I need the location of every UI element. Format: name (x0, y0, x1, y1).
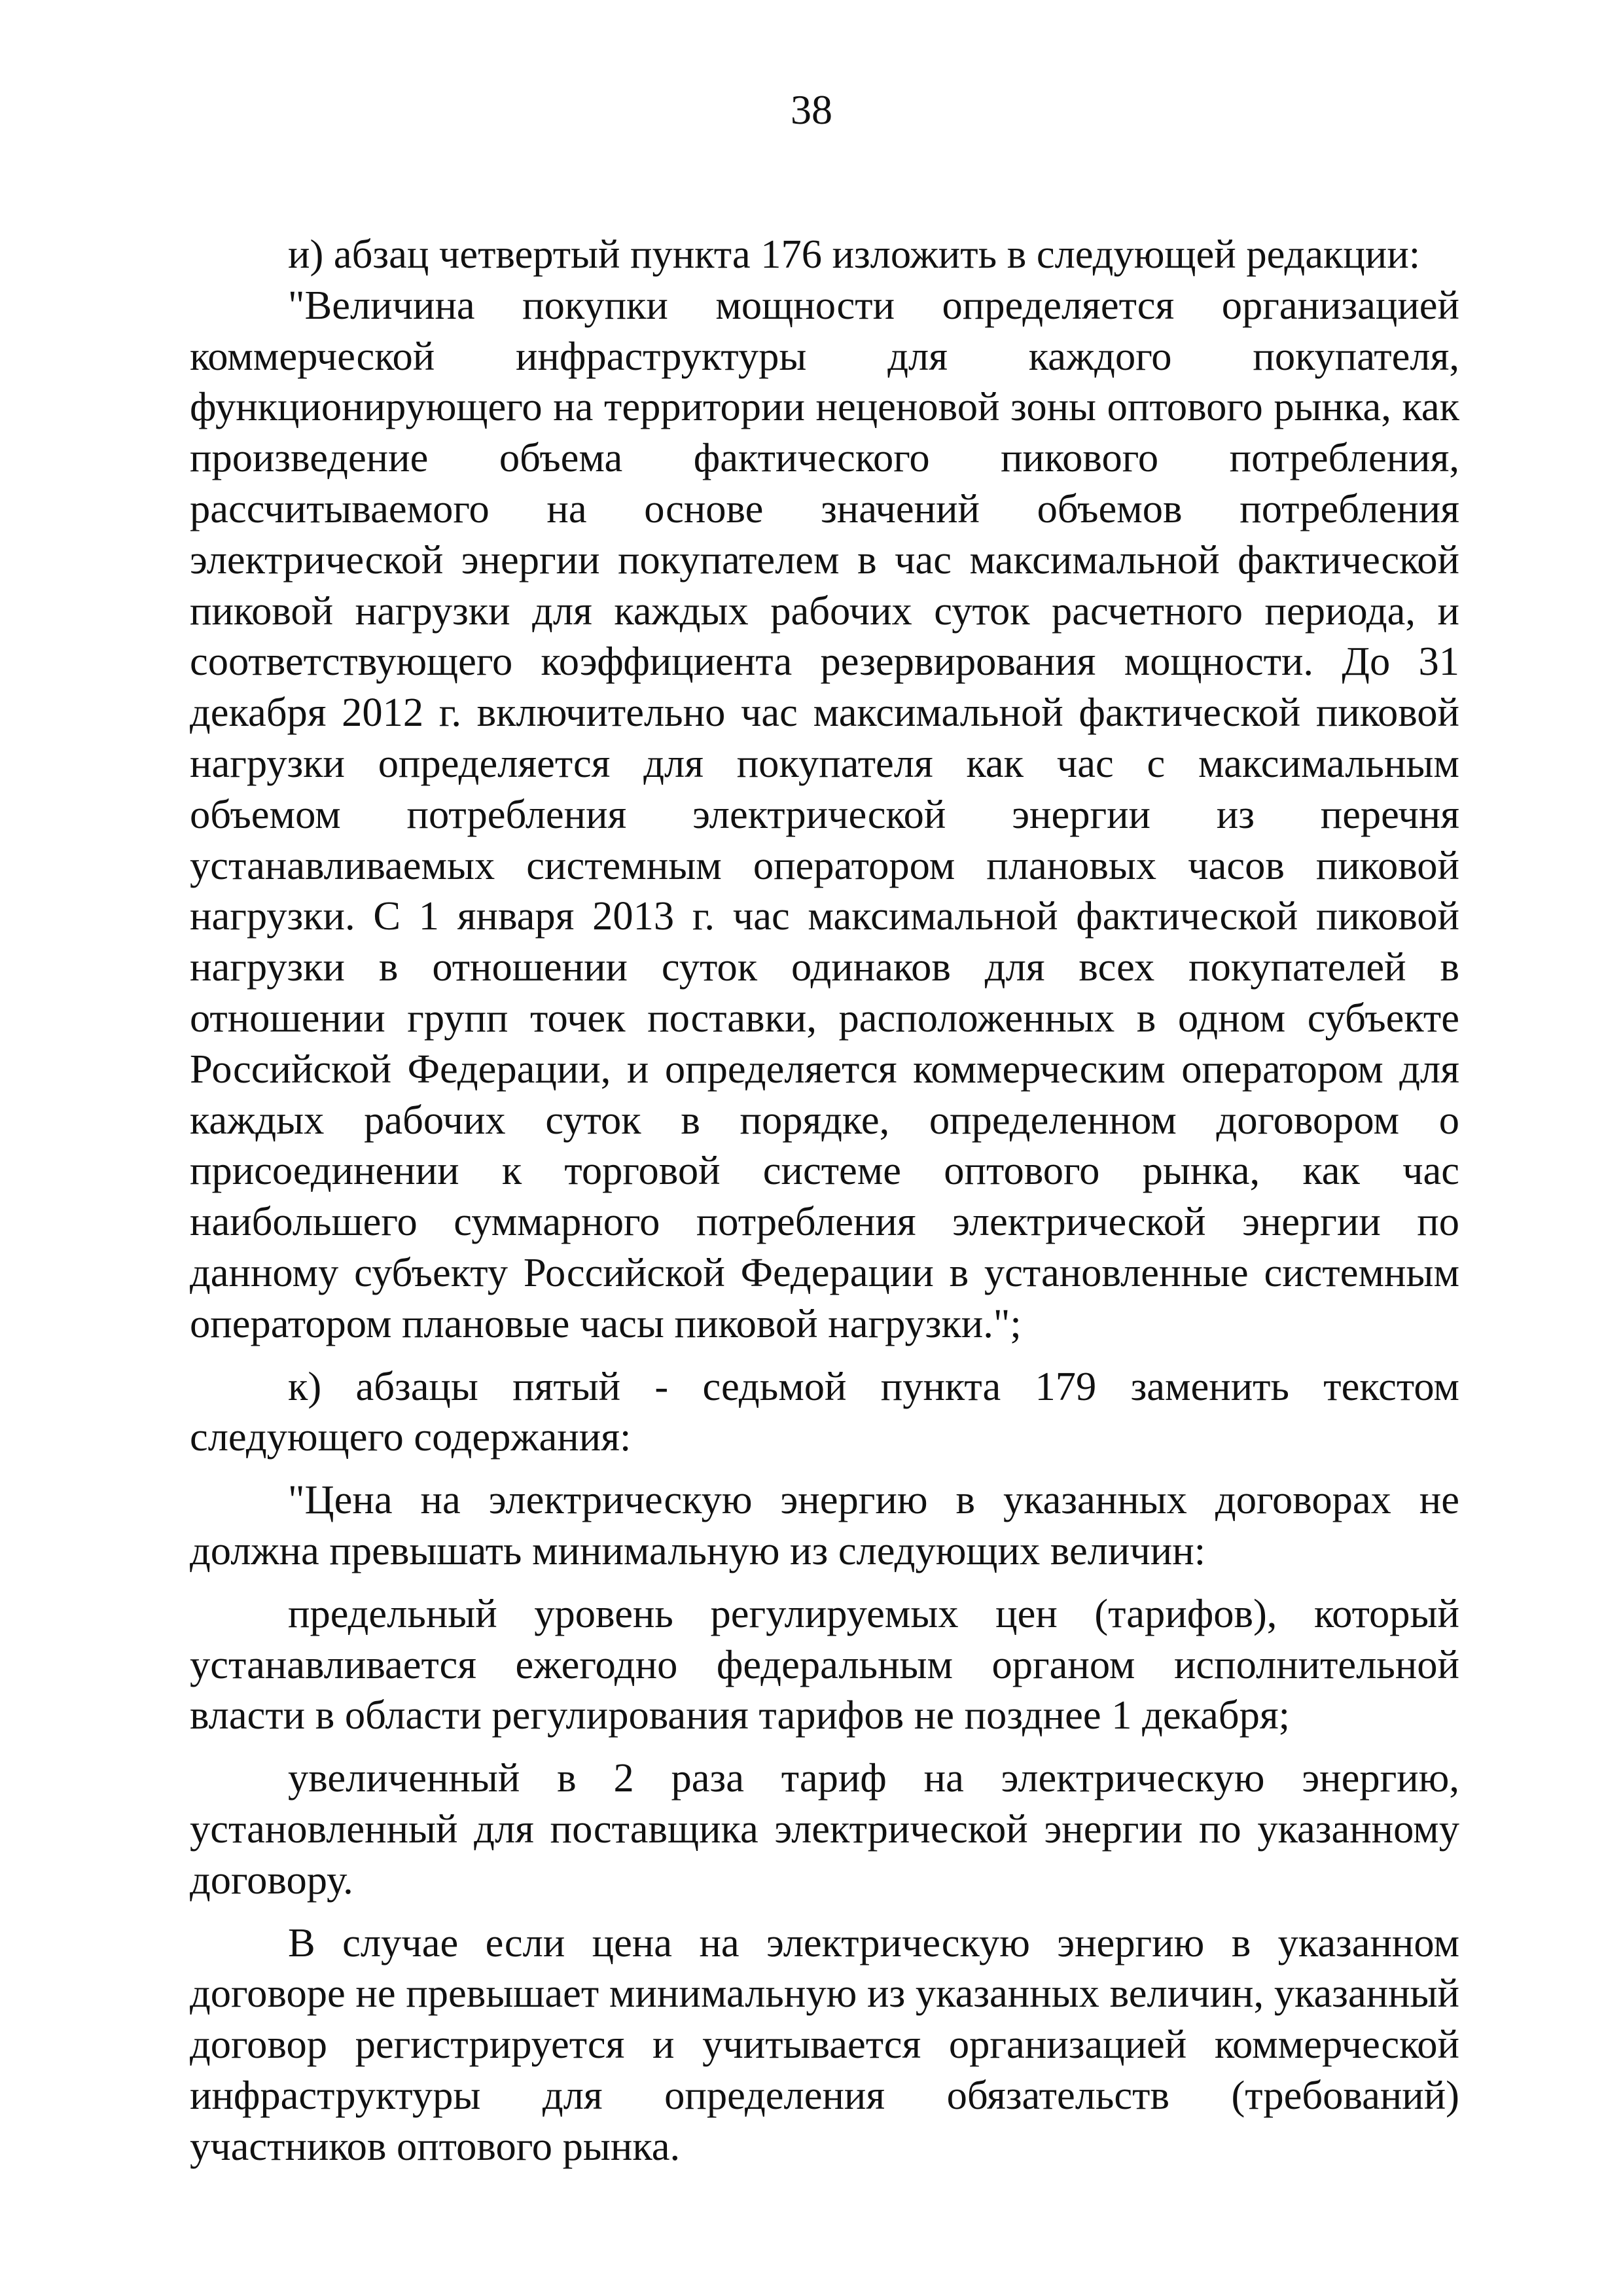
paragraph-price-limit: "Цена на электрическую энергию в указанных договорах не должна превышать минимальную из следующих величин: (190, 1477, 1459, 1573)
page-number: 38 (791, 86, 832, 133)
paragraph-doubled-tariff: увеличенный в 2 раза тариф на электрическую энергию, установленный для поставщика электрической энергии по указанному договору. (190, 1755, 1459, 1903)
paragraph-item-i-intro: и) абзац четвертый пункта 176 изложить в следующей редакции: (288, 231, 1421, 277)
paragraph-regulated-price-level: предельный уровень регулируемых цен (тарифов), который устанавливается ежегодно федеральным органом исполнительной власти в области регулирования тарифов не позднее 1 декабря; (190, 1590, 1459, 1738)
document-body (190, 229, 1459, 2172)
paragraph-contract-registration: В случае если цена на электрическую энергию в указанном договоре не превышает минимальную из указанных величин, указанный договор регистрируется и учитывается организацией коммерческой инфраструктуры для определения обязательств (требований) участников оптового рынка. (190, 1919, 1459, 2169)
paragraph-capacity-purchase-definition: "Величина покупки мощности определяется организацией коммерческой инфраструктуры для каждого покупателя, функционирующего на территории неценовой зоны оптового рынка, как произведение объема фактического пикового потребления, рассчитываемого на основе значений объемов потребления электрической энергии покупателем в час максимальной фактической пиковой нагрузки для каждых рабочих суток расчетного периода, и соответствующего коэффициента резервирования мощности. До 31 декабря 2012 г. включительно час максимальной фактической пиковой нагрузки определяется для покупателя как час с максимальным объемом потребления электрической энергии из перечня устанавливаемых системным оператором плановых часов пиковой нагрузки. С 1 января 2013 г. час максимальной фактической пиковой нагрузки в отношении суток одинаков для всех покупателей в отношении групп точек поставки, расположенных в одном субъекте Российской Федерации, и определяется коммерческим оператором для каждых рабочих суток в порядке, определенном договором о присоединении к торговой системе оптового рынка, как час наибольшего суммарного потребления электрической энергии по данному субъекту Российской Федерации в установленные системным оператором плановые часы пиковой нагрузки."; (190, 281, 1459, 1346)
paragraph-item-k-intro: к) абзацы пятый - седьмой пункта 179 заменить текстом следующего содержания: (190, 1363, 1459, 1460)
